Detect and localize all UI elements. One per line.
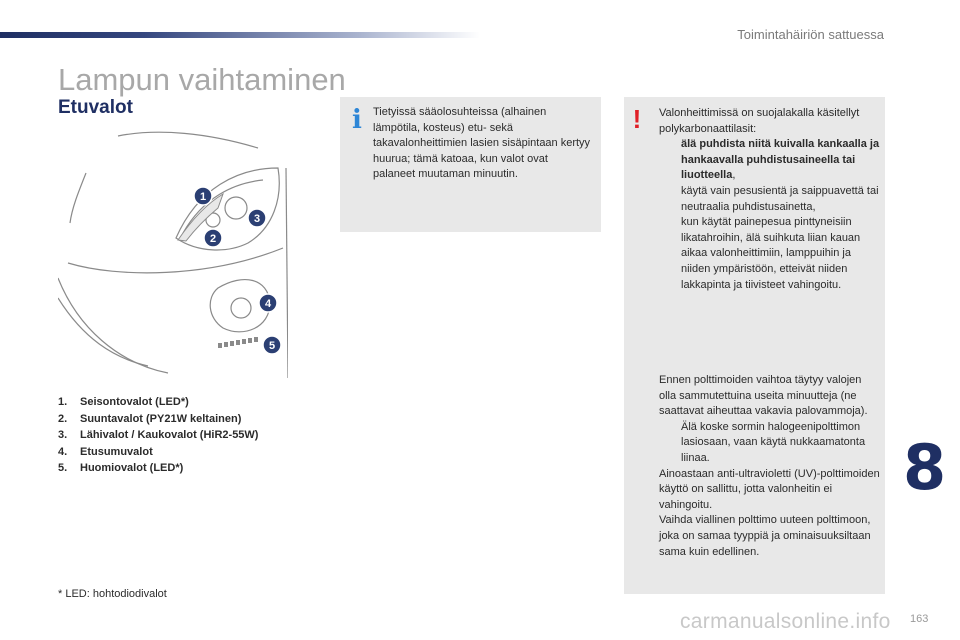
headlamp-housing xyxy=(176,168,279,250)
headlight-illustration xyxy=(58,128,288,383)
watermark: carmanualsonline.info xyxy=(680,610,891,633)
svg-text:1: 1 xyxy=(199,191,207,203)
low-beam-lens xyxy=(225,197,247,219)
svg-text:2: 2 xyxy=(209,233,217,245)
bulb-legend xyxy=(58,394,258,477)
legend-item: 3. Lähivalot / Kaukovalot (HiR2-55W) xyxy=(58,429,259,441)
warning-bullet: Älä koske sormin halogeenipolttimon lasiosaan, vaan käytä nukkaamatonta liinaa. xyxy=(681,420,866,464)
svg-text:3: 3 xyxy=(253,213,261,225)
footnote: * LED: hohtodiodivalot xyxy=(58,588,167,600)
body-side xyxy=(286,168,288,378)
page-title: Lampun vaihtaminen xyxy=(58,62,346,97)
legend-item: 5. Huomiovalot (LED*) xyxy=(58,462,184,474)
bumper-contour xyxy=(68,248,283,273)
chapter-number: 8 xyxy=(903,431,947,504)
grille-arc-inner xyxy=(58,298,148,366)
warning-icon: ! xyxy=(632,104,642,134)
callout-1 xyxy=(194,187,212,205)
chapter-title: Toimintahäiriön sattuessa xyxy=(737,27,884,42)
info-box xyxy=(340,97,601,232)
legend-item: 1. Seisontovalot (LED*) xyxy=(58,396,189,408)
info-icon: i xyxy=(352,105,362,135)
callout-2 xyxy=(204,229,222,247)
callout-4 xyxy=(259,294,277,312)
callout-3 xyxy=(248,209,266,227)
warning-bullet: kun käytät painepesua pinttyneisiin likatahroihin, älä suihkuta liian kauan aikaa valonheittimiin, lamppuihin ja niiden ympäristöön, etteivät niiden lakkapinta ja tiivisteet vahingoitu. xyxy=(681,216,861,291)
warning-para: Ainoastaan anti-ultravioletti (UV)-polttimoiden käyttö on sallittu, jotta valonheitin ei vahingoitu. xyxy=(659,467,880,511)
legend-item: 2. Suuntavalot (PY21W keltainen) xyxy=(58,412,242,425)
warning-text-top xyxy=(659,106,881,293)
svg-text:4: 4 xyxy=(264,298,272,310)
drl-led-strip xyxy=(218,337,258,348)
grille-arc xyxy=(58,278,168,373)
warning-para: Ennen polttimoiden vaihtoa täytyy valojen olla sammutettuina useita minuutteja (ne saattavat aiheuttaa vakavia palovammoja). xyxy=(659,374,868,418)
hood-contour xyxy=(118,132,258,148)
info-text: Tietyissä sääolosuhteissa (alhainen lämpötila, kosteus) etu- sekä takavalonheittimien lasien sisäpintaan kertyy huurua; tämä katoaa, kun valot ovat palaneet muutaman minuutin. xyxy=(373,106,591,181)
warning-box xyxy=(624,97,885,594)
warning-bullet: käytä vain pesusientä ja saippuavettä tai neutraalia puhdistusainetta, xyxy=(681,184,879,213)
warning-text-bottom xyxy=(659,373,881,560)
warning-para: Vaihda viallinen polttimo uuteen polttimoon, joka on samaa tyyppiä ja ominaisuuksiltaan sama kuin edellinen. xyxy=(659,514,871,558)
section-title: Etuvalot xyxy=(58,97,133,118)
header-gradient-bar xyxy=(0,32,480,38)
callout-5 xyxy=(263,336,281,354)
fog-lamp-lens xyxy=(231,298,251,318)
legend-item: 4. Etusumuvalot xyxy=(58,445,153,458)
warning-intro: Valonheittimissä on suojalakalla käsitellyt polykarbonaattilasit: xyxy=(659,107,860,135)
hood-line xyxy=(70,173,86,223)
warning-bullet: älä puhdista niitä kuivalla kankaalla ja hankaavalla puhdistusaineella tai liuotteella, xyxy=(681,138,880,182)
svg-text:5: 5 xyxy=(268,340,276,352)
page-number: 163 xyxy=(910,613,929,625)
